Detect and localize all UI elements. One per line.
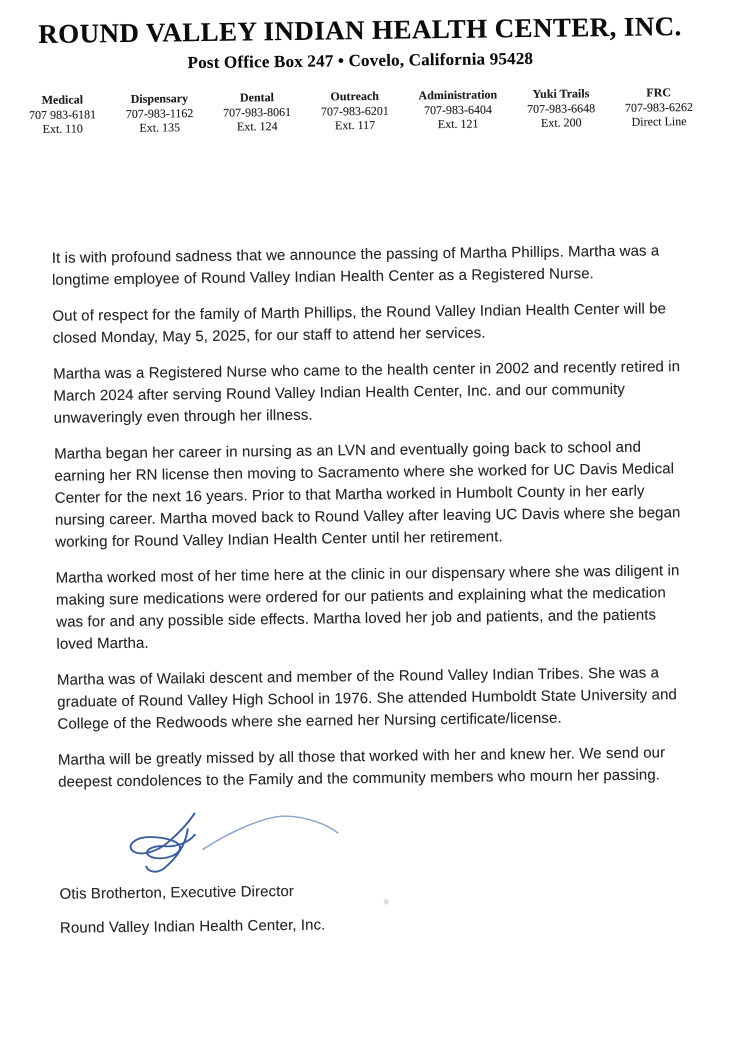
org-address: Post Office Box 247 • Covelo, California 95428: [187, 48, 534, 73]
department-ext: Direct Line: [631, 114, 687, 129]
department-name: Outreach: [330, 88, 380, 104]
department-name: Administration: [418, 87, 498, 103]
signer-name: Otis Brotherton, Executive Director: [59, 882, 295, 903]
contact-column-administration: [418, 87, 497, 131]
signature-ink: [100, 804, 341, 877]
contact-directory: [29, 85, 693, 137]
department-ext: Ext. 110: [42, 121, 83, 136]
department-name: Yuki Trails: [532, 86, 590, 101]
department-ext: Ext. 124: [236, 119, 278, 134]
paragraph-closure-notice: Out of respect for the family of Marth Phillips, the Round Valley Indian Health Center will be closed Monday, May 5, 2025, for our staff to attend her services.: [52, 299, 667, 347]
org-title: ROUND VALLEY INDIAN HEALTH CENTER, INC.: [38, 11, 682, 49]
department-phone: 707 983-6181: [28, 106, 97, 122]
department-ext: Ext. 121: [437, 116, 479, 132]
department-phone: 707-983-6201: [320, 103, 389, 119]
contact-column-dental: [223, 90, 292, 134]
department-ext: Ext. 200: [540, 115, 582, 130]
department-phone: 707-983-8061: [223, 104, 292, 120]
letter-body: [52, 240, 700, 940]
department-name: FRC: [646, 85, 672, 100]
signature-area: [100, 799, 699, 876]
paragraph-service-history: Martha was a Registered Nurse who came to the health center in 2002 and recently retired in March 2024 after serving Round Valley Indian Health Center, Inc. and our community unwaveringly even through her illness.: [53, 357, 681, 427]
contact-column-frc: [625, 85, 694, 129]
department-ext: Ext. 117: [334, 117, 376, 133]
paragraph-heritage: Martha was of Wailaki descent and member of the Round Valley Indian Tribes. She was a graduate of Round Valley High School in 1976. She attended Humboldt State University and College of the Redwoods where she earned her Nursing certificate/license.: [56, 663, 678, 733]
letterhead: [0, 0, 727, 137]
contact-column-outreach: [321, 89, 390, 133]
department-phone: 707-983-1162: [125, 105, 194, 121]
department-phone: 707-983-6648: [527, 100, 596, 116]
department-name: Dispensary: [130, 91, 189, 106]
paragraph-condolences: Martha will be greatly missed by all those that worked with her and knew her. We send our deepest condolences to the Family and the community members who mourn her passing.: [57, 743, 666, 791]
department-phone: 707-983-6404: [423, 101, 493, 117]
contact-column-dispensary: [126, 91, 194, 135]
scan-artifact: [384, 899, 389, 905]
paragraph-dispensary-work: Martha worked most of her time here at the clinic in our dispensary where she was diligent in making sure medications were ordered for our patients and explaining what the medication was for and any possible side effects. Martha loved her job and patients, and the patients loved Martha.: [55, 561, 680, 653]
department-phone: 707-983-6262: [624, 99, 693, 115]
paragraph-career: Martha began her career in nursing as an LVN and eventually going back to school and earning her RN license then moving to Sacramento where she worked for UC Davis Medical Center for the next 16 years. Prior to that Martha worked in Humbolt County in her early nursing career. Martha moved back to Round Valley after leaving UC Davis where she began working for Round Valley Indian Health Center until her retirement.: [54, 438, 681, 551]
department-ext: Ext. 135: [139, 120, 181, 135]
contact-column-medical: [29, 92, 97, 136]
department-name: Dental: [239, 90, 275, 105]
paragraph-announcement: It is with profound sadness that we announce the passing of Martha Phillips. Martha was a longtime employee of Round Valley Indian Health Center as a Registered Nurse.: [51, 241, 660, 289]
department-name: Medical: [41, 92, 84, 107]
signer-organization: Round Valley Indian Health Center, Inc.: [59, 916, 326, 937]
contact-column-yuki-trails: [527, 86, 596, 130]
